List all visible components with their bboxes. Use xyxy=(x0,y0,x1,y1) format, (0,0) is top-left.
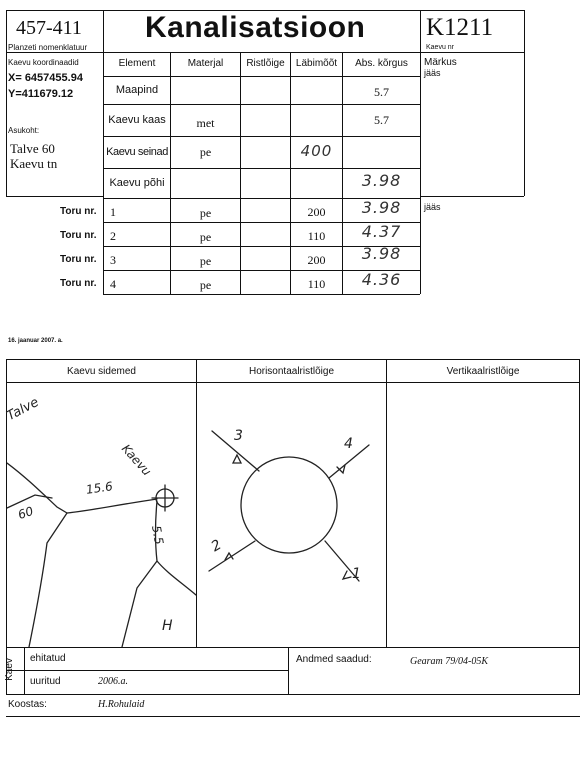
pipe-materjal: pe xyxy=(199,206,212,220)
pipe-korgus: 3.98 xyxy=(361,198,402,217)
kaevu-number: K1211 xyxy=(426,14,494,41)
pipe-korgus: 3.98 xyxy=(361,244,402,263)
pipe-korgus: 4.36 xyxy=(361,270,402,289)
col-header-korgus: Abs. kõrgus xyxy=(355,58,408,69)
pipe-materjal: pe xyxy=(199,230,212,244)
andmed-value: Gearam 79/04-05K xyxy=(410,656,489,667)
pipe-label: Toru nr. xyxy=(60,206,97,217)
sketch-number: 60 xyxy=(16,503,36,523)
kaevu-label: Kaevu nr xyxy=(426,44,455,51)
pipe-labimoot: 200 xyxy=(307,205,326,219)
pipe-materjal: pe xyxy=(199,278,212,292)
koostas-label: Koostas: xyxy=(8,699,47,710)
pipe-korgus: 4.37 xyxy=(361,222,402,241)
markus-note: jääs xyxy=(424,68,441,78)
korgus-maapind: 5.7 xyxy=(374,85,389,99)
horisontaal-sketch xyxy=(197,383,386,647)
pipe-label: Toru nr. xyxy=(60,230,97,241)
sketch-distance2: 5.5 xyxy=(148,524,167,546)
address-line2: Kaevu tn xyxy=(10,156,58,171)
element-row-kaevu-kaas: Kaevu kaas xyxy=(108,114,166,126)
address-line1: Talve 60 xyxy=(10,141,55,156)
pipe-nr: 1 xyxy=(110,205,116,219)
date-line: 16. jaanuar 2007. a. xyxy=(8,338,63,344)
korgus-kaevu-kaas: 5.7 xyxy=(374,113,389,127)
uuritud-value: 2006.a. xyxy=(98,676,128,687)
col-header-ristloige: Ristlõige xyxy=(246,58,285,69)
pipe-label-4: 4 xyxy=(344,436,353,452)
pipe-markus: jääs xyxy=(424,202,441,212)
labimoot-kaevu-seinad: 400 xyxy=(300,142,333,160)
pipe-nr: 2 xyxy=(110,229,116,243)
koostas-value: H.Rohulaid xyxy=(98,699,145,710)
materjal-kaevu-seinad: pe xyxy=(199,145,212,159)
pipe-nr: 4 xyxy=(110,277,116,291)
sketch-kaevu-label: Kaevu xyxy=(118,441,154,479)
diagram-title-vertikaal: Vertikaalristlõige xyxy=(446,366,520,377)
korgus-kaevu-pohi: 3.98 xyxy=(361,171,402,190)
materjal-kaevu-kaas: met xyxy=(196,116,215,130)
diagram-title-sidemed: Kaevu sidemed xyxy=(67,366,136,377)
footer-side-label: Kaev xyxy=(3,658,15,681)
pipe-label: Toru nr. xyxy=(60,254,97,265)
sketch-letter: H xyxy=(162,618,173,634)
planseti-label: Planzeti nomenklatuur xyxy=(8,43,88,52)
element-row-kaevu-pohi: Kaevu põhi xyxy=(109,177,165,189)
pipe-label-2: 2 xyxy=(208,536,225,556)
pipe-labimoot: 200 xyxy=(307,253,326,267)
coord-x: X= 6457455.94 xyxy=(8,72,83,84)
pipe-label-3: 3 xyxy=(234,428,243,444)
sketch-distance1: 15.6 xyxy=(85,479,114,497)
diagram-title-horisontaal: Horisontaalristlõige xyxy=(248,366,335,377)
uuritud-label: uuritud xyxy=(30,676,61,687)
col-header-markus: Märkus xyxy=(424,57,457,68)
pipe-labimoot: 110 xyxy=(307,229,326,243)
page-title: Kanalisatsioon xyxy=(145,11,366,44)
coords-label: Kaevu koordinaadid xyxy=(8,58,79,67)
andmed-label: Andmed saadud: xyxy=(296,654,372,665)
coord-y: Y=411679.12 xyxy=(8,88,74,100)
planseti-number: 457-411 xyxy=(16,17,82,39)
pipe-labimoot: 110 xyxy=(307,277,326,291)
sidemed-sketch xyxy=(7,383,196,647)
pipe-label: Toru nr. xyxy=(60,278,97,289)
sketch-street-label: Talve xyxy=(4,394,42,425)
pipe-label-1: 1 xyxy=(352,566,361,582)
col-header-labimoot: Läbimõõt xyxy=(295,58,338,69)
col-header-materjal: Materjal xyxy=(187,58,224,69)
element-row-kaevu-seinad: Kaevu seinad xyxy=(106,146,168,158)
element-row-maapind: Maapind xyxy=(115,84,159,96)
col-header-element: Element xyxy=(118,58,156,69)
pipe-nr: 3 xyxy=(110,253,116,267)
pipe-materjal: pe xyxy=(199,254,212,268)
ehitatud-label: ehitatud xyxy=(30,653,66,664)
asukoht-label: Asukoht: xyxy=(8,126,40,135)
